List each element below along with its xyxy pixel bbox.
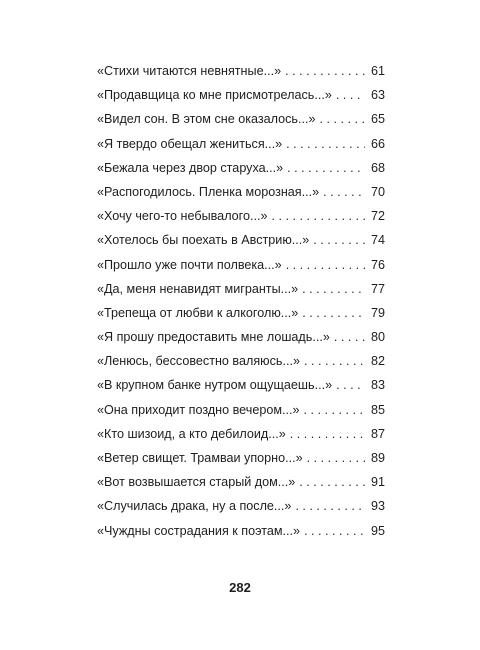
toc-entry-page: 83: [370, 378, 385, 393]
toc-entry-page: 77: [370, 281, 385, 296]
toc-entry-title: «Ветер свищет. Трамваи упорно...»: [97, 451, 303, 465]
dot-leader: [304, 398, 365, 422]
toc-entry-page: 91: [370, 475, 385, 490]
toc-entry-title: «Случилась драка, ну а после...»: [97, 499, 292, 514]
toc-entry-page: 95: [370, 523, 385, 538]
dot-leader: [334, 325, 365, 349]
toc-entry-title: «Она приходит поздно вечером...»: [97, 402, 300, 417]
toc-entry: [97, 83, 385, 107]
toc-entry-title: «Прошло уже почти полвека...»: [97, 257, 282, 272]
toc-entry-page: 80: [370, 330, 385, 345]
toc-entry: [97, 373, 385, 397]
toc-entry-title: «Вот возвышается старый дом...»: [97, 475, 296, 490]
toc-entry-title: «Видел сон. В этом сне оказалось...»: [97, 112, 316, 127]
toc-entry-page: 63: [370, 88, 385, 103]
toc-entry: [97, 59, 385, 83]
toc-entry-page: 87: [370, 426, 385, 441]
dot-leader: [307, 446, 365, 470]
dot-leader: [323, 180, 365, 204]
toc-entry-title: «Кто шизоид, а кто дебилоид...»: [97, 426, 286, 441]
dot-leader: [302, 301, 365, 325]
dot-leader: [304, 519, 365, 543]
toc-entry: [97, 325, 385, 349]
toc-entry-page: 93: [370, 499, 385, 514]
dot-leader: [272, 204, 365, 228]
toc-entry-page: 65: [370, 112, 385, 127]
toc-entry-page: 85: [370, 402, 385, 417]
toc-entry-title: «Стихи читаются невнятные...»: [97, 64, 282, 78]
toc-entry-title: «Я прошу предоставить мне лошадь...»: [97, 330, 330, 345]
toc-entry: [97, 180, 385, 204]
toc-entry: [97, 422, 385, 446]
toc-entry: [97, 107, 385, 131]
toc-entry: [97, 132, 385, 156]
toc-entry: [97, 470, 385, 494]
dot-leader: [285, 59, 365, 83]
dot-leader: [304, 349, 365, 373]
dot-leader: [313, 228, 365, 252]
toc-entry: [97, 519, 385, 543]
toc-entry-title: «Ленюсь, бессовестно валяюсь...»: [97, 354, 300, 369]
page-number: 282: [229, 580, 251, 595]
toc-entry: [97, 253, 385, 277]
toc-entry: [97, 204, 385, 228]
toc-entry-page: 61: [370, 64, 385, 78]
dot-leader: [336, 83, 365, 107]
dot-leader: [295, 494, 365, 518]
toc-entry-page: 76: [370, 257, 385, 272]
toc-entry-page: 72: [370, 209, 385, 224]
toc-entry-page: 68: [370, 160, 385, 175]
toc-entry: [97, 349, 385, 373]
dot-leader: [299, 470, 365, 494]
toc-entry-page: 89: [370, 451, 385, 465]
toc-entry-page: 79: [370, 305, 385, 320]
toc-entry-title: «Хочу чего-то небывалого...»: [97, 209, 268, 224]
toc-entry-page: 82: [370, 354, 385, 369]
toc-entry: [97, 228, 385, 252]
toc-entry-title: «В крупном банке нутром ощущаешь...»: [97, 378, 333, 393]
dot-leader: [290, 422, 365, 446]
toc-entry-title: «Хотелось бы поехать в Австрию...»: [97, 233, 310, 248]
toc-entry: [97, 446, 385, 470]
dot-leader: [287, 156, 365, 180]
toc-entry-title: «Я твердо обещал жениться...»: [97, 136, 283, 151]
dot-leader: [336, 373, 365, 397]
toc-entry-page: 66: [370, 136, 385, 151]
toc-entry-title: «Трепеща от любви к алкоголю...»: [97, 305, 299, 320]
toc-entry-title: «Да, меня ненавидят мигранты...»: [97, 281, 299, 296]
toc-entry-title: «Продавщица ко мне присмотрелась...»: [97, 88, 332, 103]
toc-entry: [97, 277, 385, 301]
dot-leader: [302, 277, 365, 301]
table-of-contents: [97, 59, 385, 543]
toc-entry: [97, 156, 385, 180]
toc-entry-title: «Чуждны сострадания к поэтам...»: [97, 523, 301, 538]
toc-entry-page: 70: [370, 184, 385, 199]
toc-entry-title: «Распогодилось. Пленка морозная...»: [97, 184, 320, 199]
toc-entry: [97, 301, 385, 325]
dot-leader: [286, 132, 365, 156]
toc-entry: [97, 494, 385, 518]
toc-entry-title: «Бежала через двор старуха...»: [97, 160, 284, 175]
toc-entry-page: 74: [370, 233, 385, 248]
dot-leader: [286, 253, 365, 277]
dot-leader: [320, 107, 366, 131]
toc-entry: [97, 398, 385, 422]
